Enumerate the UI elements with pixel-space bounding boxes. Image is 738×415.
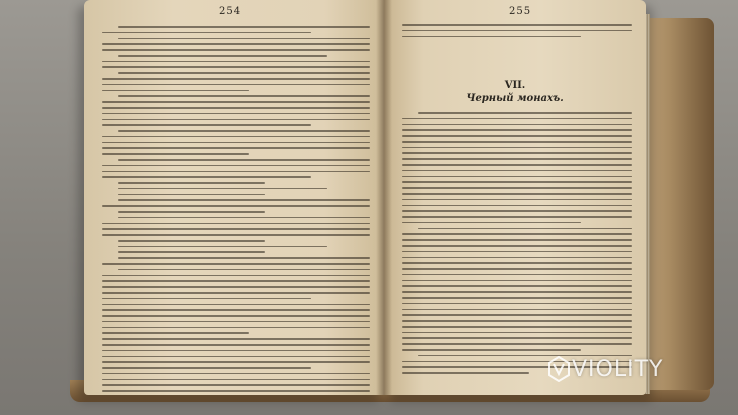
chapter-title: Черный монахъ.	[466, 93, 564, 104]
right-page-text-top	[402, 24, 632, 41]
violity-logo-icon	[548, 356, 570, 382]
right-page-text-block	[402, 112, 632, 378]
chapter-number: VII.	[504, 80, 526, 91]
left-page-number: 254	[219, 6, 242, 17]
left-page-text-block	[102, 26, 370, 395]
violity-watermark: VIOLITY	[572, 357, 664, 382]
chapter-heading	[384, 80, 646, 104]
book-gutter	[376, 0, 392, 395]
book-cover-edge	[640, 18, 714, 390]
left-page	[84, 0, 384, 395]
right-page-number: 255	[509, 6, 532, 17]
right-page	[384, 0, 646, 395]
